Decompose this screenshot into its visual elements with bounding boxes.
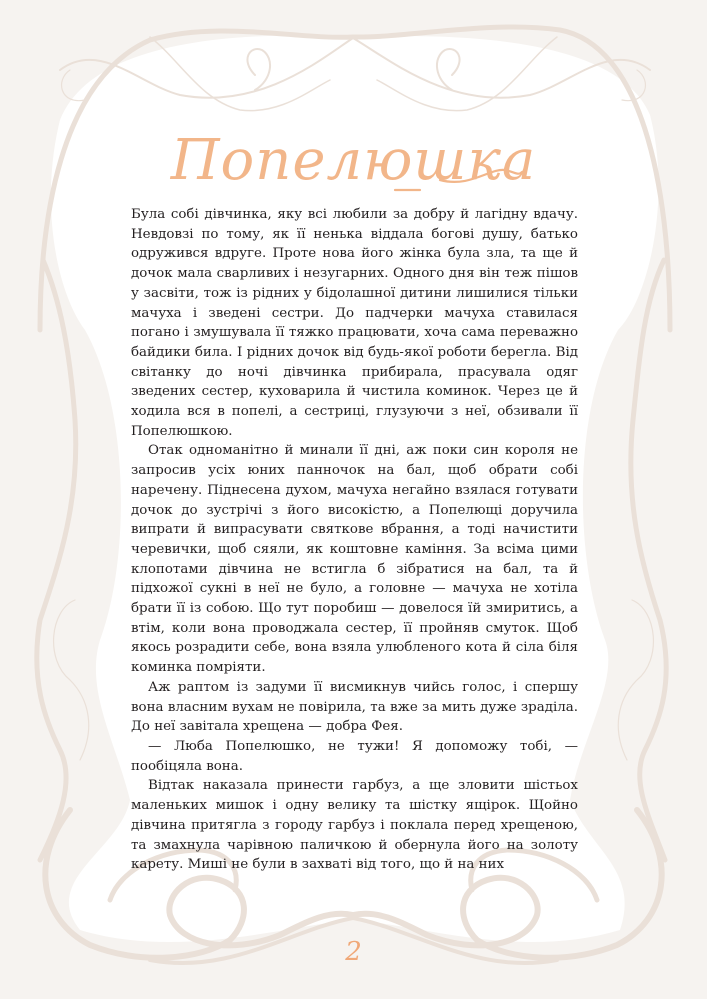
story-paragraph: Аж раптом із задуми її висмикнув чийсь голос, і спершу вона власним вухам не повірила, та вже за мить дуже зраділа. До неї завітала хрещена — добра Фея. — [131, 679, 578, 735]
story-paragraph: Відтак наказала принести гарбуз, а ще зловити шістьох маленьких мишок і одну велику та шістку ящірок. Щойно дівчина притягла з городу гарбуз і поклала перед хрещеною, та змахнула чарівною паличкою й обернула його на золоту карету. Миші не були в захваті від того, що й на них — [131, 778, 578, 873]
story-paragraph: Була собі дівчинка, яку всі любили за добру й лагідну вдачу. Невдовзі по тому, як її ненька віддала богові душу, батько одружився вдруге. Проте нова його жінка була зла, та ще й дочок мала сварливих і незугарних. Одного дня він теж пішов у засвіти, тож із рідних у бідолашної дитини лишилися тільки мачуха і зведені сестри. До падчерки мачуха ставилася погано і змушувала її тяжко працювати, хоча сама переважно байдики била. І рідних дочок від будь-якої роботи берегла. Від світанку до ночі дівчинка прибирала, прасувала одяг зведених сестер, куховарила й чистила коминок. Через це й ходила вся в попелі, а сестриці, глузуючи з неї, обзивали її Попелюшкою. — [131, 207, 578, 439]
page-number: 2 — [345, 937, 362, 967]
page-title: Попелюшка — [170, 128, 537, 193]
story-paragraph: Отак одноманітно й минали її дні, аж поки син короля не запросив усіх юних панночок на бал, щоб обрати собі наречену. Піднесена духом, мачуха негайно взялася готувати дочок до зустрічі з його високістю, а Попелющі доручила випрати й випрасувати святкове вбрання, а тоді начистити черевички, щоб сяяли, як коштовне каміння. За всіма цими клопотами дівчина не встигла б зібратися на бал, та й підхожої сукні в неї не було, а головне — мачуха не хотіла брати її із собою. Що тут поробиш — довелося їй змиритись, а втім, коли вона проводжала сестер, її пройняв смуток. Щоб якось розрадити себе, вона взяла улюбленого кота й сіла біля коминка помріяти. — [131, 443, 578, 676]
story-paragraph: — Люба Попелюшко, не тужи! Я допоможу тобі, — пообіцяла вона. — [131, 738, 578, 774]
story-text — [131, 205, 578, 875]
